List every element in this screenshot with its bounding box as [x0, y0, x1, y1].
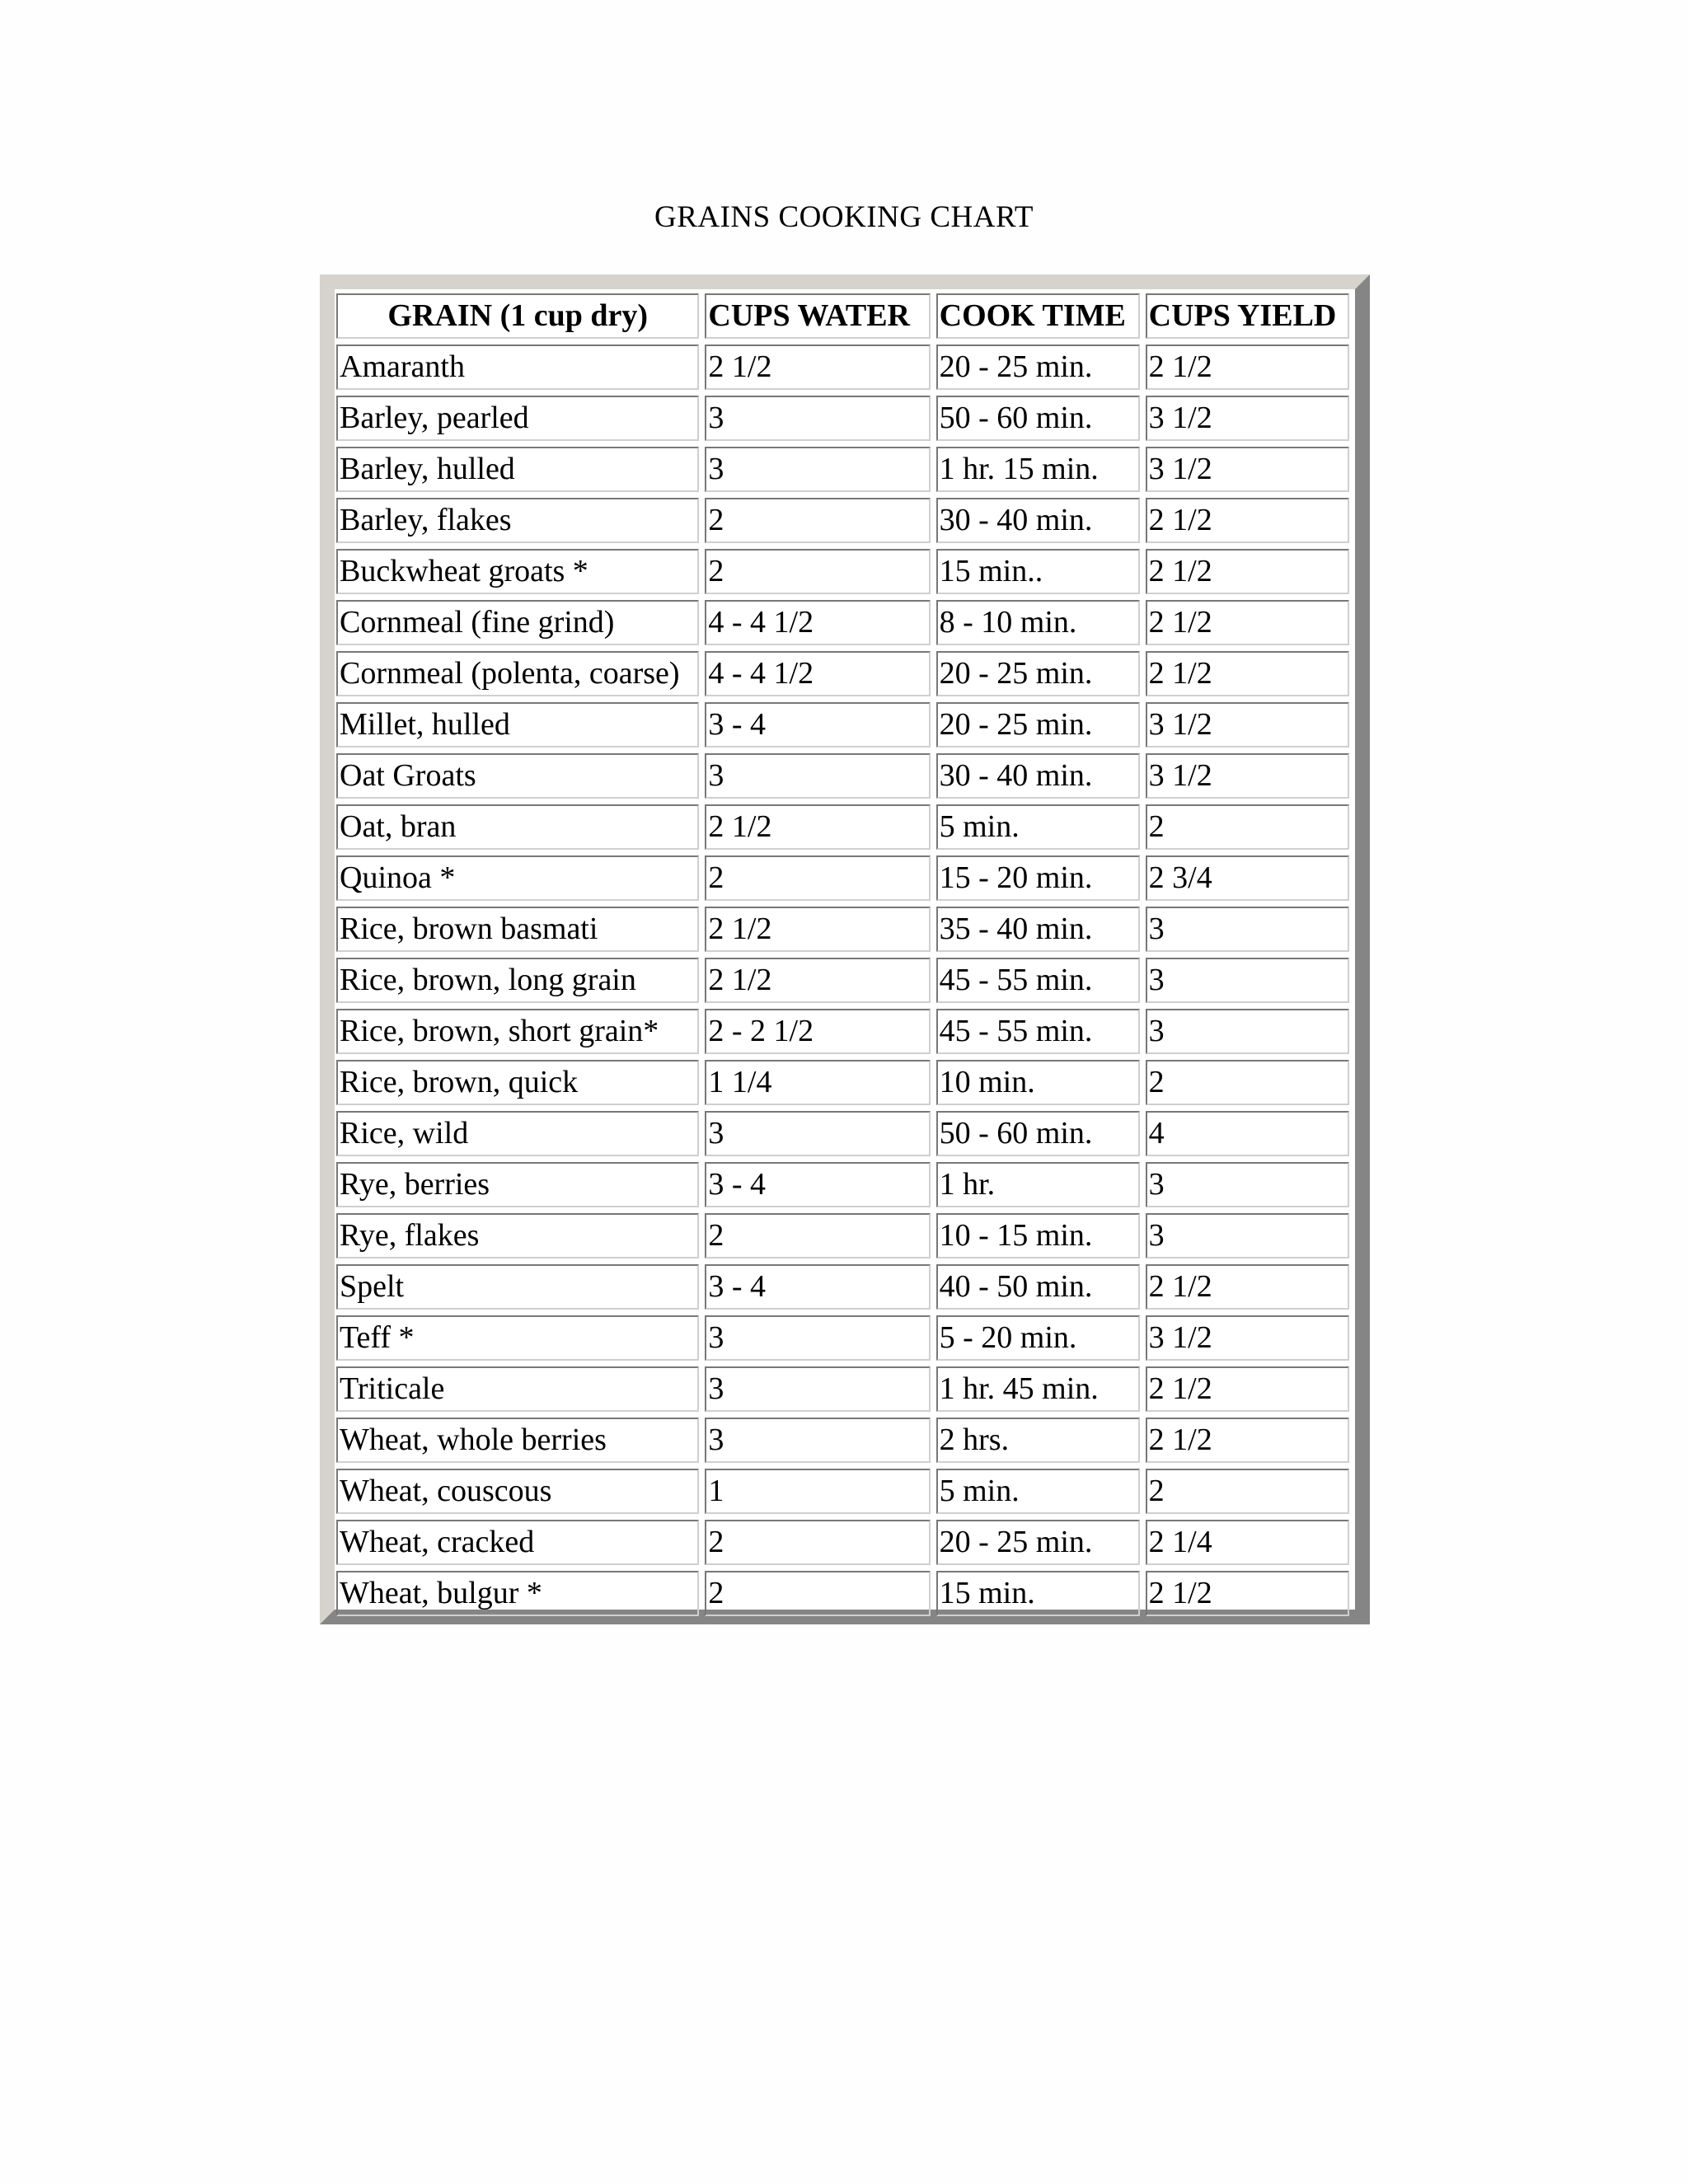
cell-cups-water: 2 — [705, 1571, 930, 1616]
cell-cups-yield: 2 1/4 — [1146, 1520, 1349, 1565]
cell-cups-water: 2 - 2 1/2 — [705, 1009, 930, 1054]
cell-cups-water: 1 1/4 — [705, 1060, 930, 1105]
cell-cups-water: 3 — [705, 447, 930, 492]
table-body — [336, 344, 1349, 1616]
cell-cups-yield: 3 1/2 — [1146, 396, 1349, 441]
table-row — [336, 396, 1349, 441]
cell-cook-time: 45 - 55 min. — [936, 1009, 1140, 1054]
table-row — [336, 753, 1349, 799]
table-row — [336, 855, 1349, 901]
page-title: GRAINS COOKING CHART — [654, 200, 1034, 234]
table-row — [336, 344, 1349, 390]
cell-grain: Teff * — [336, 1315, 699, 1361]
table-row — [336, 498, 1349, 543]
cell-grain: Rye, flakes — [336, 1213, 699, 1258]
table-row — [336, 1213, 1349, 1258]
cell-grain: Millet, hulled — [336, 702, 699, 748]
cell-cook-time: 50 - 60 min. — [936, 1111, 1140, 1156]
cell-cups-water: 2 — [705, 498, 930, 543]
cell-grain: Oat Groats — [336, 753, 699, 799]
cell-cups-yield: 2 — [1146, 804, 1349, 850]
cell-cups-water: 2 — [705, 549, 930, 594]
cell-cook-time: 5 min. — [936, 1469, 1140, 1514]
cell-grain: Wheat, couscous — [336, 1469, 699, 1514]
cell-cups-water: 4 - 4 1/2 — [705, 600, 930, 645]
cell-cups-yield: 2 1/2 — [1146, 651, 1349, 696]
cell-grain: Wheat, whole berries — [336, 1418, 699, 1463]
cell-cook-time: 30 - 40 min. — [936, 498, 1140, 543]
cell-cups-yield: 3 — [1146, 1213, 1349, 1258]
cell-cups-yield: 3 — [1146, 907, 1349, 952]
cell-cook-time: 35 - 40 min. — [936, 907, 1140, 952]
table-frame — [320, 274, 1370, 1624]
table-row — [336, 549, 1349, 594]
cell-cups-water: 3 — [705, 1111, 930, 1156]
cell-cook-time: 2 hrs. — [936, 1418, 1140, 1463]
cell-cook-time: 1 hr. — [936, 1162, 1140, 1207]
cell-cups-water: 3 — [705, 396, 930, 441]
cell-cups-yield: 2 1/2 — [1146, 600, 1349, 645]
cell-cook-time: 45 - 55 min. — [936, 958, 1140, 1003]
table-row — [336, 447, 1349, 492]
cell-cook-time: 1 hr. 45 min. — [936, 1366, 1140, 1412]
cell-cups-water: 3 — [705, 1315, 930, 1361]
cell-cups-water: 2 1/2 — [705, 907, 930, 952]
cell-cups-water: 2 — [705, 1520, 930, 1565]
cell-cups-water: 2 — [705, 1213, 930, 1258]
cell-grain: Rice, brown, short grain* — [336, 1009, 699, 1054]
table-row — [336, 958, 1349, 1003]
cell-cups-water: 2 1/2 — [705, 344, 930, 390]
cell-cook-time: 10 - 15 min. — [936, 1213, 1140, 1258]
cell-grain: Wheat, cracked — [336, 1520, 699, 1565]
cell-cook-time: 5 - 20 min. — [936, 1315, 1140, 1361]
table-row — [336, 1366, 1349, 1412]
cell-cups-yield: 3 1/2 — [1146, 1315, 1349, 1361]
table-row — [336, 1060, 1349, 1105]
header-grain: GRAIN (1 cup dry) — [336, 293, 699, 339]
cell-cook-time: 20 - 25 min. — [936, 702, 1140, 748]
cell-cups-yield: 3 1/2 — [1146, 447, 1349, 492]
cell-grain: Amaranth — [336, 344, 699, 390]
table-row — [336, 804, 1349, 850]
cell-cups-water: 3 — [705, 1366, 930, 1412]
cell-grain: Rice, wild — [336, 1111, 699, 1156]
cell-cups-yield: 2 — [1146, 1060, 1349, 1105]
cell-grain: Rice, brown, long grain — [336, 958, 699, 1003]
cell-cups-water: 4 - 4 1/2 — [705, 651, 930, 696]
table-row — [336, 1520, 1349, 1565]
cell-grain: Wheat, bulgur * — [336, 1571, 699, 1616]
cell-cups-yield: 3 — [1146, 1009, 1349, 1054]
table-row — [336, 600, 1349, 645]
cell-cook-time: 15 min. — [936, 1571, 1140, 1616]
cell-cook-time: 15 - 20 min. — [936, 855, 1140, 901]
cell-cups-yield: 2 1/2 — [1146, 498, 1349, 543]
header-cups-water: CUPS WATER — [705, 293, 930, 339]
cell-cups-yield: 4 — [1146, 1111, 1349, 1156]
cell-grain: Cornmeal (fine grind) — [336, 600, 699, 645]
cell-cups-water: 1 — [705, 1469, 930, 1514]
header-cook-time: COOK TIME — [936, 293, 1140, 339]
cell-cups-yield: 3 1/2 — [1146, 702, 1349, 748]
cell-cups-water: 2 — [705, 855, 930, 901]
cell-cups-water: 2 1/2 — [705, 958, 930, 1003]
cell-cook-time: 10 min. — [936, 1060, 1140, 1105]
cell-cups-water: 3 — [705, 1418, 930, 1463]
cell-grain: Rice, brown, quick — [336, 1060, 699, 1105]
cell-cups-yield: 3 1/2 — [1146, 753, 1349, 799]
cell-cook-time: 20 - 25 min. — [936, 1520, 1140, 1565]
cell-grain: Oat, bran — [336, 804, 699, 850]
cell-cups-yield: 2 1/2 — [1146, 1571, 1349, 1616]
cell-cups-yield: 3 — [1146, 958, 1349, 1003]
cell-cook-time: 20 - 25 min. — [936, 651, 1140, 696]
cell-cups-yield: 2 3/4 — [1146, 855, 1349, 901]
table-row — [336, 1315, 1349, 1361]
cell-grain: Spelt — [336, 1264, 699, 1310]
cell-cook-time: 5 min. — [936, 804, 1140, 850]
table-row — [336, 1264, 1349, 1310]
table-row — [336, 1469, 1349, 1514]
cell-cups-yield: 2 1/2 — [1146, 1264, 1349, 1310]
cell-grain: Cornmeal (polenta, coarse) — [336, 651, 699, 696]
cell-cups-yield: 2 1/2 — [1146, 344, 1349, 390]
cell-grain: Rye, berries — [336, 1162, 699, 1207]
cell-grain: Buckwheat groats * — [336, 549, 699, 594]
cell-cook-time: 8 - 10 min. — [936, 600, 1140, 645]
cell-grain: Quinoa * — [336, 855, 699, 901]
table-row — [336, 1111, 1349, 1156]
cell-grain: Barley, pearled — [336, 396, 699, 441]
table-row — [336, 702, 1349, 748]
cell-cups-water: 3 - 4 — [705, 1162, 930, 1207]
cell-cups-yield: 2 1/2 — [1146, 549, 1349, 594]
cell-cups-yield: 2 1/2 — [1146, 1366, 1349, 1412]
table-row — [336, 651, 1349, 696]
table-row — [336, 907, 1349, 952]
cell-cups-yield: 2 — [1146, 1469, 1349, 1514]
table-row — [336, 1571, 1349, 1616]
cell-cups-water: 3 — [705, 753, 930, 799]
grains-table — [331, 288, 1355, 1622]
cell-grain: Triticale — [336, 1366, 699, 1412]
cell-grain: Barley, flakes — [336, 498, 699, 543]
header-cups-yield: CUPS YIELD — [1146, 293, 1349, 339]
cell-cook-time: 1 hr. 15 min. — [936, 447, 1140, 492]
cell-cups-water: 3 - 4 — [705, 1264, 930, 1310]
table-header-row — [336, 293, 1349, 339]
cell-cups-water: 3 - 4 — [705, 702, 930, 748]
table-row — [336, 1418, 1349, 1463]
cell-cook-time: 15 min.. — [936, 549, 1140, 594]
cell-grain: Barley, hulled — [336, 447, 699, 492]
cell-cook-time: 40 - 50 min. — [936, 1264, 1140, 1310]
cell-grain: Rice, brown basmati — [336, 907, 699, 952]
cell-cook-time: 30 - 40 min. — [936, 753, 1140, 799]
cell-cook-time: 20 - 25 min. — [936, 344, 1140, 390]
cell-cups-water: 2 1/2 — [705, 804, 930, 850]
cell-cups-yield: 3 — [1146, 1162, 1349, 1207]
cell-cook-time: 50 - 60 min. — [936, 396, 1140, 441]
cell-cups-yield: 2 1/2 — [1146, 1418, 1349, 1463]
table-row — [336, 1162, 1349, 1207]
table-row — [336, 1009, 1349, 1054]
